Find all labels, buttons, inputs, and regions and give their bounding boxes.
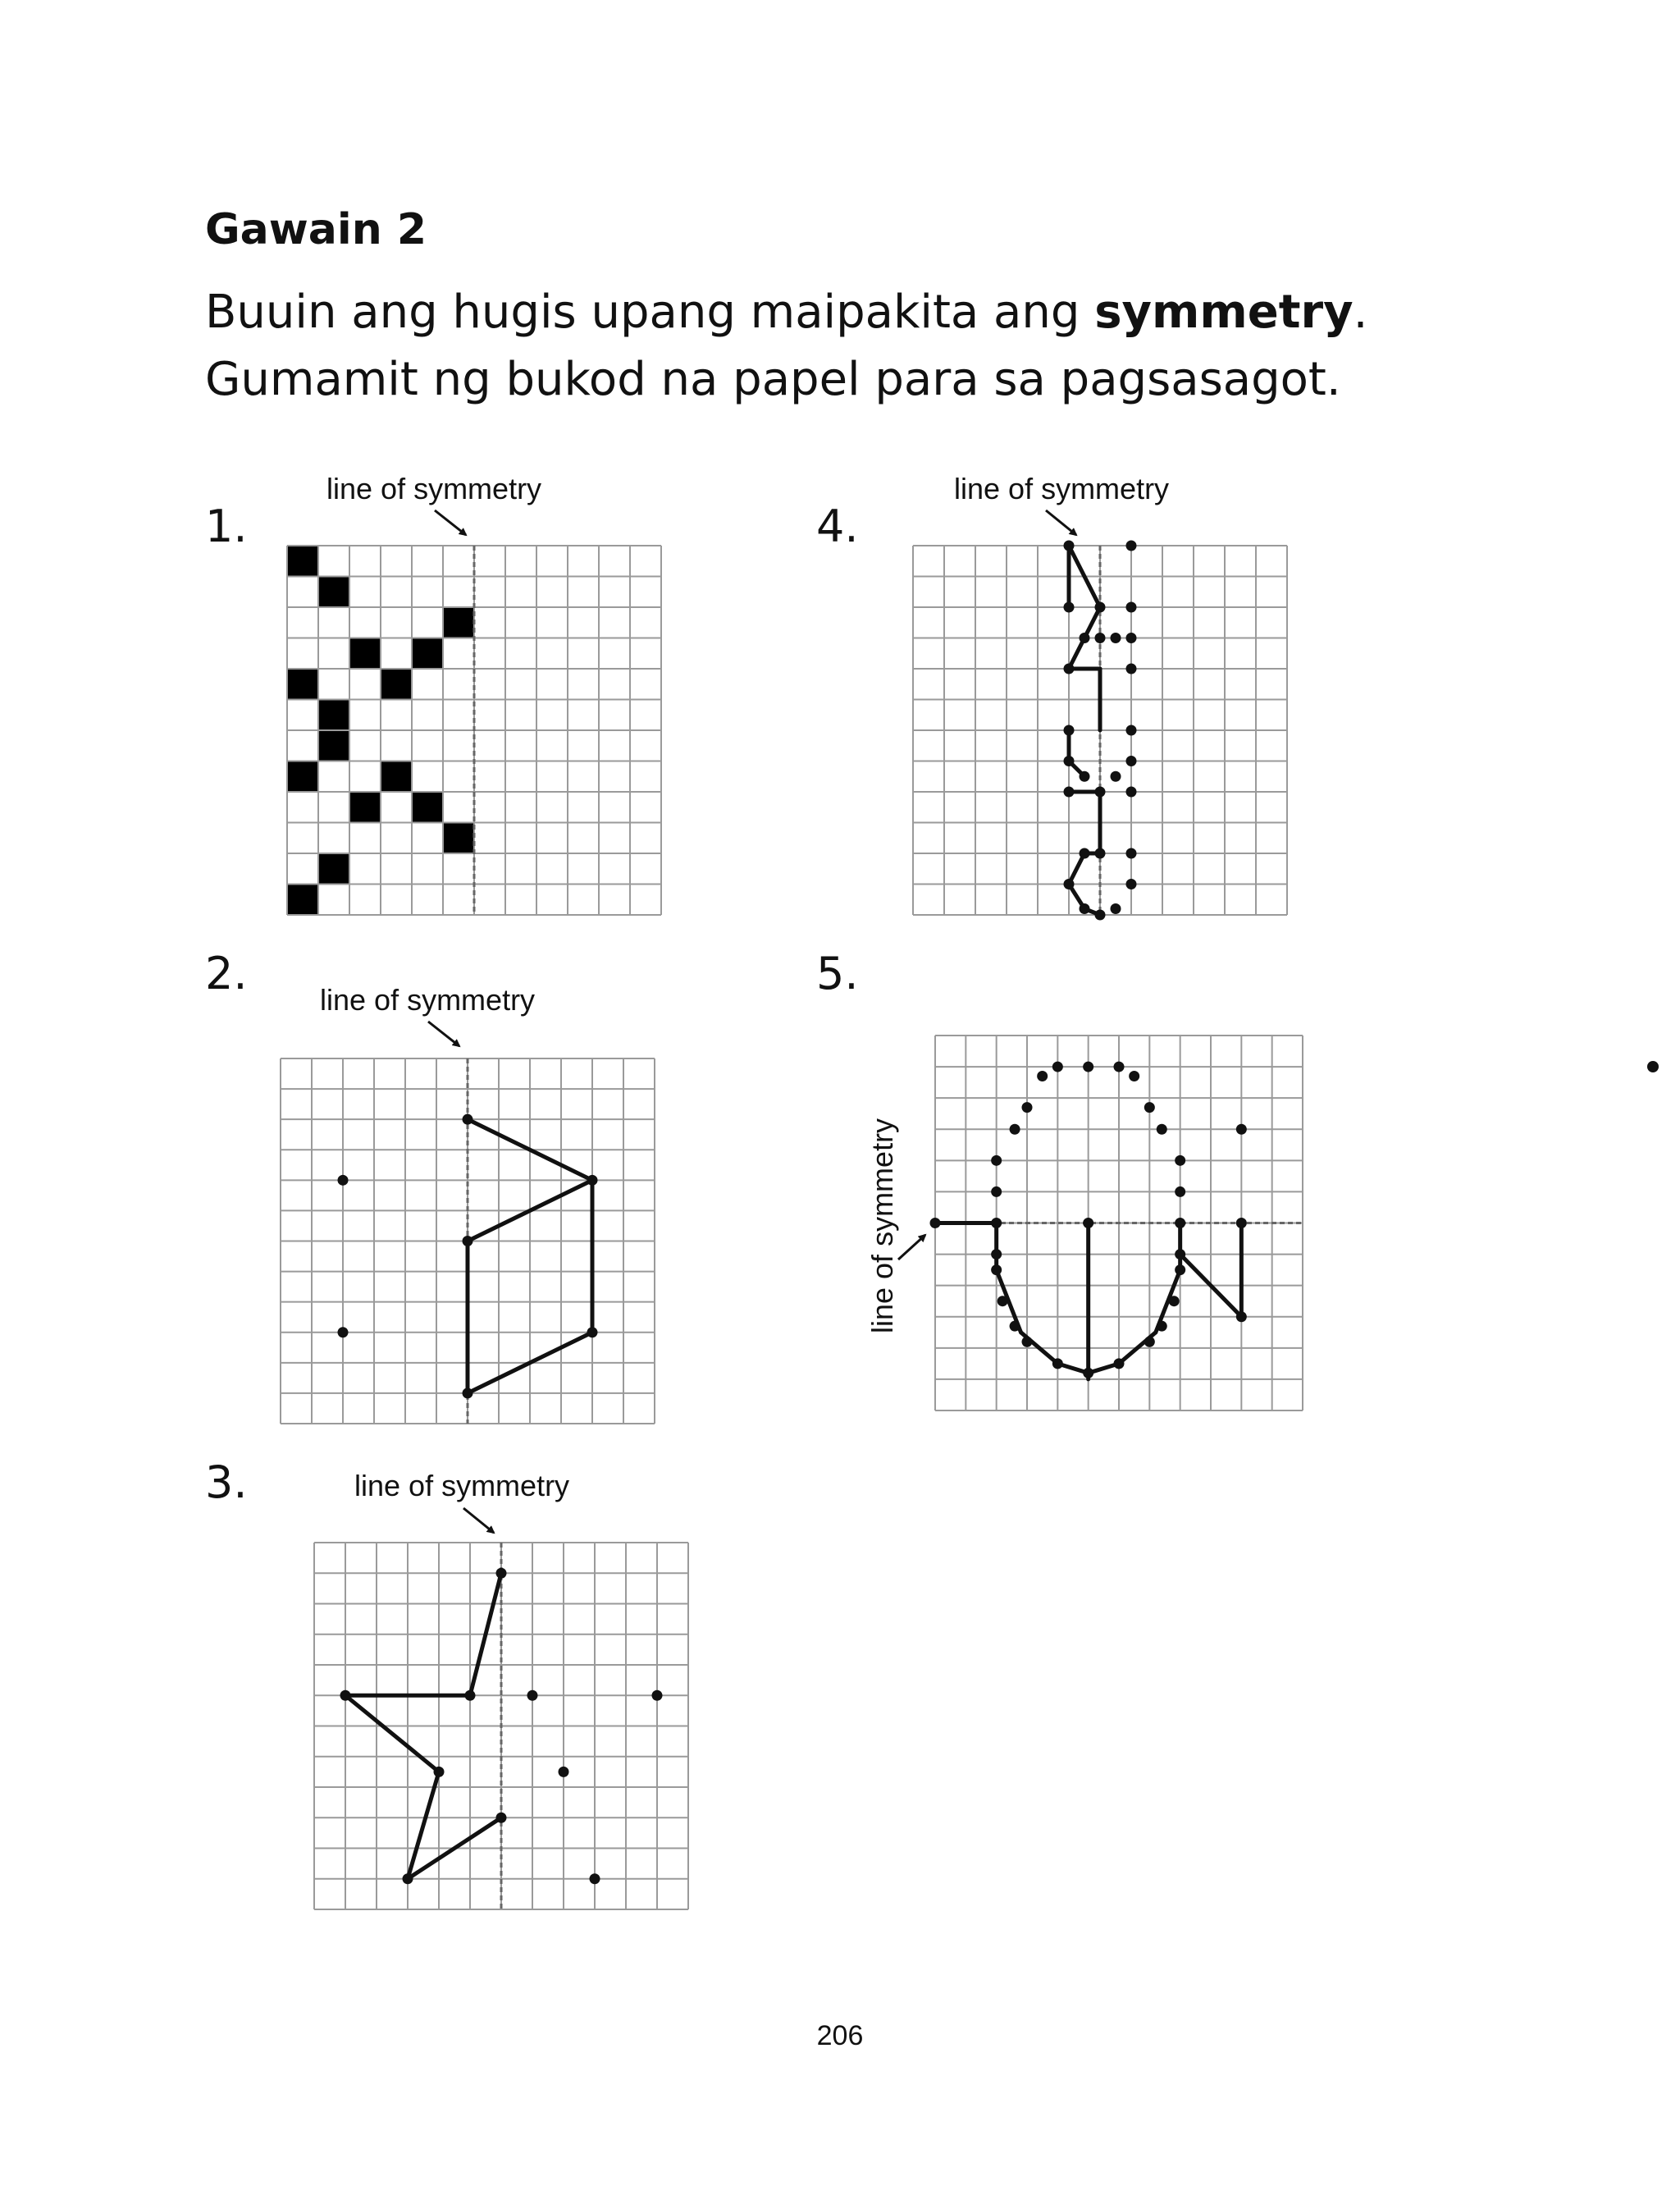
plot-dot <box>1111 771 1121 782</box>
plot-dot <box>590 1873 600 1884</box>
filled-cell <box>443 607 474 638</box>
plot-dot <box>1157 1124 1167 1135</box>
plot-dot <box>1064 879 1075 889</box>
plot-dot <box>434 1767 445 1777</box>
line-of-symmetry-label-3: line of symmetry <box>354 1469 570 1502</box>
plot-dot <box>1126 787 1137 798</box>
plot-dot <box>1095 910 1106 921</box>
plot-dot <box>463 1114 473 1125</box>
instruction-period: . <box>1353 286 1368 339</box>
plot-dot <box>1236 1311 1247 1322</box>
plot-dot <box>587 1327 598 1337</box>
filled-cell <box>381 761 412 793</box>
plot-dot <box>1144 1337 1155 1347</box>
plot-dot <box>496 1813 507 1823</box>
line-of-symmetry-label-5: line of symmetry <box>865 1118 899 1333</box>
plot-dot <box>1080 633 1090 643</box>
plot-dot <box>1095 602 1106 613</box>
activity-title: Gawain 2 <box>205 205 427 254</box>
filled-cell <box>318 700 349 731</box>
arrow-icon-4 <box>1046 510 1076 535</box>
grid-item-2 <box>281 1058 655 1424</box>
filled-cell <box>443 823 474 854</box>
plot-dot <box>1126 756 1137 766</box>
plot-dot <box>338 1175 349 1186</box>
item-number-5: 5. <box>816 948 859 999</box>
plot-dot <box>1095 848 1106 859</box>
plot-dot <box>1111 633 1121 643</box>
plot-dot <box>496 1568 507 1579</box>
keyword-symmetry: symmetry <box>1094 286 1354 339</box>
plot-dot <box>1175 1264 1185 1275</box>
plot-dot <box>1064 725 1075 736</box>
plot-dot <box>587 1175 598 1186</box>
plot-dot <box>1175 1155 1185 1166</box>
filled-cell <box>287 546 318 577</box>
plot-dot <box>463 1388 473 1398</box>
plot-dot <box>1175 1249 1185 1260</box>
plot-dot <box>1080 771 1090 782</box>
plot-dot <box>1126 848 1137 859</box>
plot-dot <box>1144 1102 1155 1113</box>
plot-dot <box>465 1690 476 1701</box>
plot-dot <box>1126 541 1137 551</box>
plot-dot <box>527 1690 538 1701</box>
plot-dot <box>1052 1062 1063 1072</box>
plot-dot <box>991 1218 1002 1228</box>
plot-dot <box>1126 633 1137 643</box>
filled-cell <box>349 638 381 670</box>
plot-dot <box>1114 1358 1125 1369</box>
plot-dot <box>991 1186 1002 1197</box>
grid-item-3 <box>314 1543 688 1909</box>
plot-dot <box>991 1155 1002 1166</box>
shape-line <box>345 1695 439 1772</box>
plot-dot <box>1157 1321 1167 1332</box>
arrow-icon-1 <box>435 510 466 535</box>
line-of-symmetry-label-2: line of symmetry <box>320 983 536 1017</box>
arrow-icon-3 <box>463 1508 494 1533</box>
plot-dot <box>652 1690 663 1701</box>
grid-item-5 <box>935 1036 1303 1410</box>
plot-dot <box>1126 602 1137 613</box>
plot-dot <box>1052 1358 1063 1369</box>
plot-dot <box>1064 787 1075 798</box>
filled-cell <box>318 730 349 761</box>
arrow-icon-5 <box>898 1235 925 1260</box>
plot-dot <box>1064 756 1075 766</box>
grid-item-4 <box>913 546 1287 915</box>
grid-item-1 <box>287 546 661 915</box>
plot-dot <box>1126 664 1137 674</box>
plot-dot <box>463 1236 473 1246</box>
filled-cell <box>412 638 443 670</box>
plot-dot <box>338 1327 349 1337</box>
plot-dot <box>1022 1337 1033 1347</box>
plot-dot <box>1064 602 1075 613</box>
filled-cell <box>349 792 381 823</box>
filled-cell <box>412 792 443 823</box>
plot-dot <box>1064 541 1075 551</box>
plot-dot <box>1022 1102 1033 1113</box>
stray-dot <box>1645 1058 1661 1075</box>
plot-dot <box>991 1264 1002 1275</box>
plot-dot <box>559 1767 569 1777</box>
plot-dot <box>1010 1321 1020 1332</box>
filled-cell <box>381 669 412 700</box>
plot-dot <box>998 1296 1008 1306</box>
plot-dot <box>1010 1124 1020 1135</box>
plot-dot <box>403 1873 413 1884</box>
filled-cell <box>287 761 318 793</box>
plot-dot <box>1126 879 1137 889</box>
page-number: 206 <box>816 2020 864 2051</box>
plot-dot <box>1095 787 1106 798</box>
plot-dot <box>930 1218 941 1228</box>
plot-dot <box>1095 633 1106 643</box>
instruction-line-2: Gumamit ng bukod na papel para sa pagsasagot. <box>205 353 1341 406</box>
plot-dot <box>1111 903 1121 914</box>
plot-dot <box>340 1690 351 1701</box>
plot-dot <box>1114 1062 1125 1072</box>
item-number-1: 1. <box>205 501 248 552</box>
plot-dot <box>1083 1218 1093 1228</box>
plot-dot <box>1126 725 1137 736</box>
plot-dot <box>1080 848 1090 859</box>
item-number-2: 2. <box>205 948 248 999</box>
plot-dot <box>1083 1368 1093 1378</box>
instruction-text: Buuin ang hugis upang maipakita ang <box>205 286 1095 339</box>
plot-dot <box>1080 903 1090 914</box>
item-number-4: 4. <box>816 501 859 552</box>
item-number-3: 3. <box>205 1456 248 1508</box>
plot-dot <box>991 1249 1002 1260</box>
plot-dot <box>1064 664 1075 674</box>
plot-dot <box>1129 1071 1139 1081</box>
plot-dot <box>1037 1071 1048 1081</box>
filled-cell <box>287 885 318 916</box>
plot-dot <box>1083 1062 1093 1072</box>
plot-dot <box>1236 1124 1247 1135</box>
filled-cell <box>318 853 349 885</box>
line-of-symmetry-label-1: line of symmetry <box>326 472 542 505</box>
plot-dot <box>1175 1218 1185 1228</box>
plot-dot <box>1169 1296 1180 1306</box>
filled-cell <box>318 577 349 608</box>
line-of-symmetry-label-4: line of symmetry <box>954 472 1170 505</box>
arrow-icon-2 <box>428 1022 459 1046</box>
plot-dot <box>1236 1218 1247 1228</box>
plot-dot <box>1175 1186 1185 1197</box>
filled-cell <box>287 669 318 700</box>
